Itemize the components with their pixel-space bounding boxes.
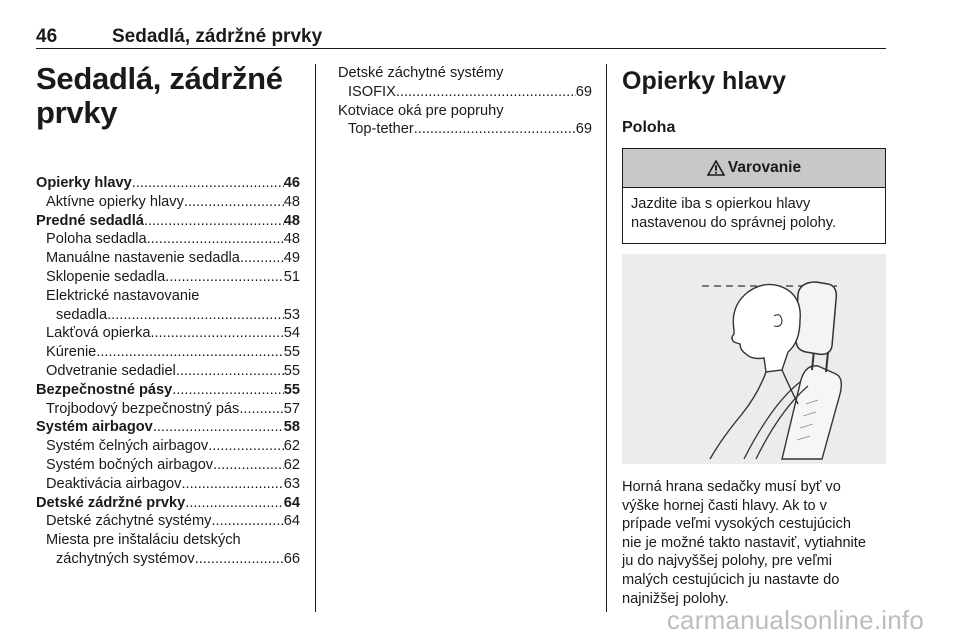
running-title: Sedadlá, zádržné prvky [112, 26, 323, 47]
toc-entry-cont[interactable]: ISOFIX ..... 69 [338, 83, 592, 102]
watermark: carmanualsonline.info [666, 605, 924, 635]
toc-entry[interactable]: Aktívne opierky hlavy ..... 48 [36, 193, 300, 212]
content-column [622, 62, 886, 608]
toc-entry[interactable]: Odvetranie sedadiel ..... 55 [36, 362, 300, 381]
chapter-title: Sedadlá, zádržné prvky [36, 61, 283, 130]
toc-entry[interactable]: Sklopenie sedadla ..... 51 [36, 268, 300, 287]
warning-triangle-icon [707, 160, 725, 176]
toc-entry[interactable]: Miesta pre inštaláciu detských [46, 532, 241, 549]
page-header [36, 22, 886, 49]
warning-text: Jazdite iba s opierkou hlavy nastavenou do správnej polohy. [631, 196, 836, 231]
table-of-contents [36, 174, 300, 569]
warning-header [623, 149, 885, 188]
warning-title: Varovanie [727, 159, 802, 176]
toc-entry[interactable]: Elektrické nastavovanie [46, 287, 200, 304]
toc-entry[interactable]: Kúrenie ..... 55 [36, 343, 300, 362]
toc-entry-cont[interactable]: sedadla ..... 53 [36, 306, 300, 325]
toc-entry[interactable]: Lakťová opierka ..... 54 [36, 324, 300, 343]
toc-entry[interactable]: Trojbodový bezpečnostný pás ..... 57 [36, 400, 300, 419]
page-number: 46 [36, 26, 58, 47]
toc-entry[interactable]: Detské záchytné systémy [338, 65, 504, 81]
warning-box [622, 148, 886, 244]
toc-entry-cont[interactable]: záchytných systémov ..... 66 [36, 550, 300, 569]
toc-column-2 [338, 64, 592, 139]
toc-entry[interactable]: Kotviace oká pre popruhy [338, 102, 504, 119]
toc-entry[interactable]: Systém airbagov ..... 58 [36, 418, 300, 437]
toc-entry[interactable]: Deaktivácia airbagov ..... 63 [36, 475, 300, 494]
toc-entry[interactable]: Predné sedadlá ..... 48 [36, 212, 300, 231]
toc-column-1 [36, 62, 300, 569]
toc-entry[interactable]: Manuálne nastavenie sedadla ..... 49 [36, 249, 300, 268]
toc-entry[interactable]: Detské zádržné prvky ..... 64 [36, 494, 300, 513]
toc-entry[interactable]: Poloha sedadla ..... 48 [36, 230, 300, 249]
subsection-title: Poloha [622, 119, 676, 136]
table-of-contents-cont [338, 64, 592, 139]
column-divider [606, 64, 607, 612]
headrest-illustration [622, 254, 886, 464]
toc-entry[interactable]: Opierky hlavy ..... 46 [36, 174, 300, 193]
body-paragraph: Horná hrana sedačky musí byť vo výške hornej časti hlavy. Ak to v prípade veľmi vysokých cestujúcich nie je možné takto nastaviť, vytiahnite ju do najvyššej polohy, pre veľmi malých cestujúcich ju nastavte do najnižšej polohy. [622, 479, 866, 607]
column-divider [315, 64, 316, 612]
toc-entry[interactable]: Systém čelných airbagov ..... 62 [36, 437, 300, 456]
toc-entry[interactable]: Detské záchytné systémy ..... 64 [36, 512, 300, 531]
toc-entry-cont[interactable]: Top-tether ..... 69 [338, 120, 592, 139]
toc-entry[interactable]: Systém bočných airbagov ..... 62 [36, 456, 300, 475]
section-title: Opierky hlavy [622, 67, 786, 95]
head-restraint-figure [622, 254, 886, 464]
toc-entry[interactable]: Bezpečnostné pásy ..... 55 [36, 381, 300, 400]
